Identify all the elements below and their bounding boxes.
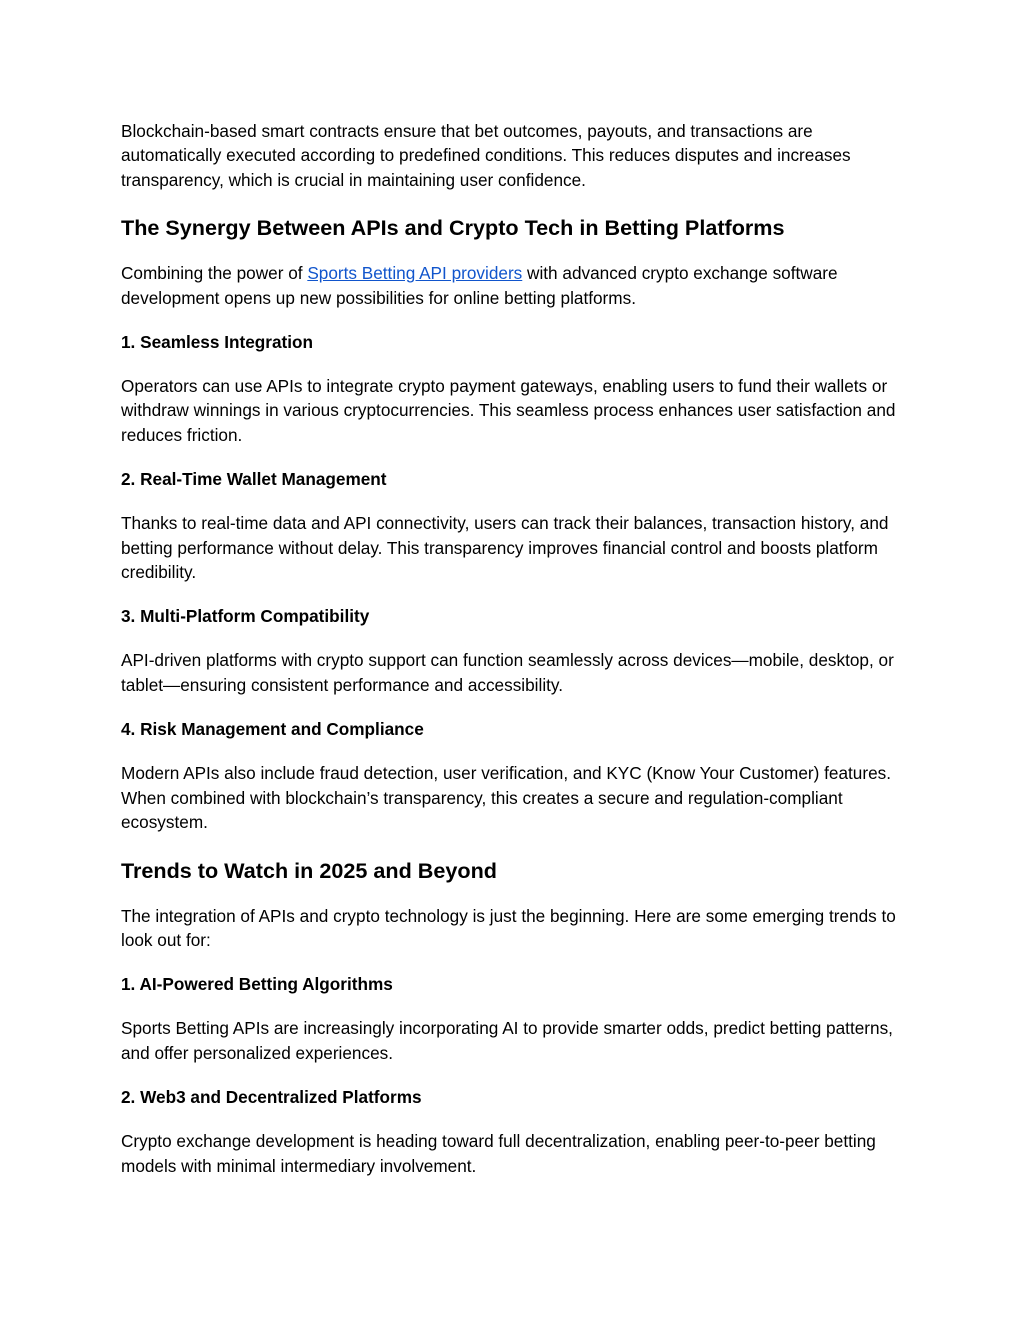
synergy-item-4-title: 4. Risk Management and Compliance (121, 719, 424, 740)
trends-intro-paragraph: The integration of APIs and crypto technology is just the beginning. Here are some emerging trends to look out for: (121, 905, 896, 950)
intro-paragraph: Blockchain-based smart contracts ensure that bet outcomes, payouts, and transactions are automatically executed according to predefined conditions. This reduces disputes and increases transparency, which is crucial in maintaining user confidence. (121, 121, 851, 190)
trends-item-2-title: 2. Web3 and Decentralized Platforms (121, 1087, 422, 1108)
synergy-item-3-body: API-driven platforms with crypto support can function seamlessly across devices—mobile, desktop, or tablet—ensuring consistent performance and accessibility. (121, 650, 894, 695)
trends-item-1-body: Sports Betting APIs are increasingly incorporating AI to provide smarter odds, predict betting patterns, and offer personalized experiences. (121, 1018, 893, 1063)
synergy-item-4-body: Modern APIs also include fraud detection, user verification, and KYC (Know Your Customer) features. When combined with blockchain’s transparency, this creates a secure and regulation-compliant ecosystem. (121, 763, 892, 833)
synergy-intro-before-link: Combining the power of (121, 263, 308, 284)
synergy-item-2-body: Thanks to real-time data and API connectivity, users can track their balances, transaction history, and betting performance without delay. This transparency improves financial control and boosts platform credibility. (121, 513, 889, 583)
trends-item-2-body: Crypto exchange development is heading toward full decentralization, enabling peer-to-peer betting models with minimal intermediary involvement. (121, 1131, 876, 1176)
synergy-intro-after-link: with advanced crypto exchange software development opens up new possibilities for online betting platforms. (121, 263, 838, 308)
synergy-heading: The Synergy Between APIs and Crypto Tech in Betting Platforms (121, 215, 785, 241)
sports-betting-api-providers-link[interactable]: Sports Betting API providers (307, 263, 523, 284)
trends-heading: Trends to Watch in 2025 and Beyond (121, 857, 497, 883)
synergy-intro-paragraph (121, 261, 911, 310)
document-page (121, 119, 911, 1178)
trends-item-1-title: 1. AI-Powered Betting Algorithms (121, 974, 393, 995)
synergy-item-1-body: Operators can use APIs to integrate crypto payment gateways, enabling users to fund their wallets or withdraw winnings in various cryptocurrencies. This seamless process enhances user satisfaction and reduces friction. (121, 376, 896, 445)
synergy-item-3-title: 3. Multi-Platform Compatibility (121, 606, 370, 627)
synergy-item-1-title: 1. Seamless Integration (121, 332, 313, 353)
synergy-item-2-title: 2. Real-Time Wallet Management (121, 469, 387, 490)
